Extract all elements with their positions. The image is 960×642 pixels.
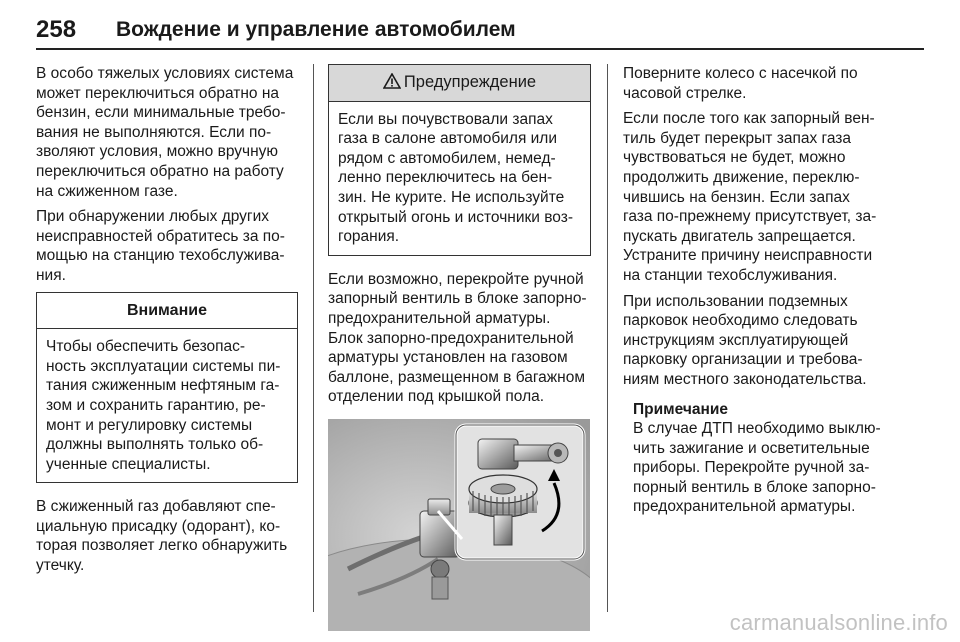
paragraph-turn-wheel: Поверните колесо с насечкой по часовой стрелке. — [623, 65, 858, 102]
page-header — [36, 12, 924, 52]
paragraph-switch-back: В особо тяжелых условиях система может переключиться обратно на бензин, если минимальные требо- вания не выполняются. Если по- зволяют условия, можно вручную переключиться обратно на работу на сжиженном газе. — [36, 65, 294, 200]
paragraph-underground-parking: При использовании подземных парковок необходимо следовать инструкциям эксплуатирующей парковку организации и требова- ниям местного законодательства. — [623, 292, 867, 388]
running-title: Вождение и управление автомобилем — [116, 18, 516, 41]
paragraph-valve-location: Если возможно, перекройте ручной запорный вентиль в блоке запорно- предохранительной арматуры. Блок запорно-предохранительной арматуры установлен на газовом баллоне, размещенном в багажном отделении под крышкой пола. — [328, 270, 587, 406]
column-1 — [36, 64, 298, 582]
valve-illustration — [328, 419, 590, 631]
note-title: Примечание — [633, 400, 728, 418]
column-3 — [623, 64, 891, 517]
column-divider-2 — [607, 64, 608, 612]
paragraph-odorant: В сжиженный газ добавляют спе- циальную присадку (одорант), ко- торая позволяет легко обнаружить утечку. — [36, 498, 288, 575]
column-divider-1 — [313, 64, 314, 612]
watermark: carmanualsonline.info — [729, 610, 948, 635]
column-2 — [328, 64, 591, 631]
header-rule — [36, 48, 924, 50]
note-block — [633, 400, 891, 518]
note-body: В случае ДТП необходимо выклю- чить зажигание и осветительные приборы. Перекройте ручной за- порный вентиль в блоке запорно- предохранительной арматуры. — [633, 420, 881, 516]
caution-box — [36, 292, 298, 484]
warning-body: Если вы почувствовали запах газа в салоне автомобиля или рядом с автомобилем, немед- ленно переключитесь на бен- зин. Не курите. Не используйте открытый огонь и источники воз- горания. — [338, 110, 574, 246]
warning-header — [329, 65, 590, 102]
paragraph-other-faults: При обнаружении любых других неисправностей обратитесь за по- мощью на станцию техобслужива- ния. — [36, 208, 285, 284]
warning-box — [328, 64, 591, 256]
paragraph-after-closing: Если после того как запорный вен- тиль будет перекрыт запах газа чувствоваться не будет, можно продолжить движение, переклю- чившись на бензин. Если запах газа по-прежнему присутствует, за- пускать двигатель запрещается. Устраните причину неисправности на станции техобслуживания. — [623, 110, 877, 284]
caution-body: Чтобы обеспечить безопас- ность эксплуатации системы пи- тания сжиженным нефтяным га- зом и сохранить гарантию, ре- монт и регулировку системы должны выполнять только об- ученные специалисты. — [46, 338, 281, 473]
page-number: 258 — [36, 16, 77, 43]
valve-illustration-drawing — [328, 419, 590, 631]
warning-triangle-icon — [383, 73, 401, 89]
caution-title: Внимание — [37, 293, 297, 330]
warning-title: Предупреждение — [403, 73, 537, 91]
